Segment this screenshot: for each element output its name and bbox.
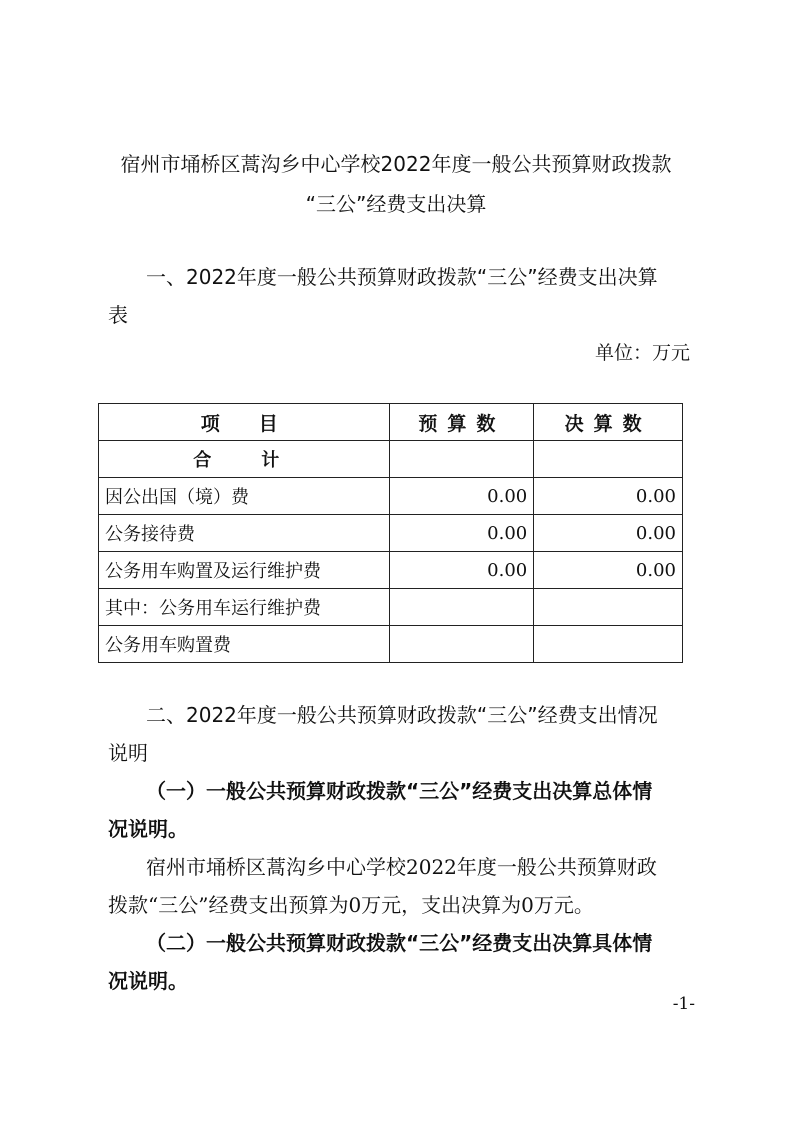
row-item: 因公出国（境）费 (99, 478, 390, 515)
table-row (99, 626, 683, 663)
subsection2-heading-line1: （二）一般公共预算财政拨款“三公”经费支出决算具体情 (146, 931, 653, 955)
table-row (99, 441, 683, 478)
row-actual (534, 589, 683, 626)
row-item: 公务用车购置费 (99, 626, 390, 663)
row-budget (390, 626, 534, 663)
table-row (99, 478, 683, 515)
header-item: 项 目 (99, 404, 390, 441)
section1-heading-line2: 表 (108, 303, 128, 327)
subsection1-heading-line1: （一）一般公共预算财政拨款“三公”经费支出决算总体情 (146, 779, 653, 803)
subsection2-heading-line2: 况说明。 (108, 969, 188, 993)
row-item: 公务用车购置及运行维护费 (99, 552, 390, 589)
subsection1-body-line2: 拨款“三公”经费支出预算为0万元，支出决算为0万元。 (108, 893, 594, 917)
row-actual: 0.00 (534, 478, 683, 515)
section2-heading-line1: 二、2022年度一般公共预算财政拨款“三公”经费支出情况 (146, 703, 658, 727)
section2-heading-line2: 说明 (108, 741, 148, 765)
subsection1-body-line1: 宿州市埇桥区蒿沟乡中心学校2022年度一般公共预算财政 (146, 855, 657, 879)
unit-label: 单位：万元 (594, 342, 690, 364)
header-budget: 预算数 (390, 404, 534, 441)
row-item: 其中：公务用车运行维护费 (99, 589, 390, 626)
subsection1-heading-line2: 况说明。 (108, 817, 188, 841)
budget-table (98, 403, 683, 663)
table-row (99, 589, 683, 626)
page-number: -1- (672, 994, 695, 1014)
row-item: 合 计 (99, 441, 390, 478)
row-item: 公务接待费 (99, 515, 390, 552)
row-budget (390, 441, 534, 478)
row-actual: 0.00 (534, 515, 683, 552)
document-title-line2: “三公”经费支出决算 (305, 192, 487, 216)
table-header-row (99, 404, 683, 441)
row-actual (534, 441, 683, 478)
row-actual (534, 626, 683, 663)
row-budget: 0.00 (390, 478, 534, 515)
header-actual: 决算数 (534, 404, 683, 441)
section1-heading-line1: 一、2022年度一般公共预算财政拨款“三公”经费支出决算 (146, 265, 658, 289)
row-budget: 0.00 (390, 515, 534, 552)
table-row (99, 515, 683, 552)
table-row (99, 552, 683, 589)
row-budget: 0.00 (390, 552, 534, 589)
document-title-line1: 宿州市埇桥区蒿沟乡中心学校2022年度一般公共预算财政拨款 (120, 152, 672, 176)
row-actual: 0.00 (534, 552, 683, 589)
row-budget (390, 589, 534, 626)
